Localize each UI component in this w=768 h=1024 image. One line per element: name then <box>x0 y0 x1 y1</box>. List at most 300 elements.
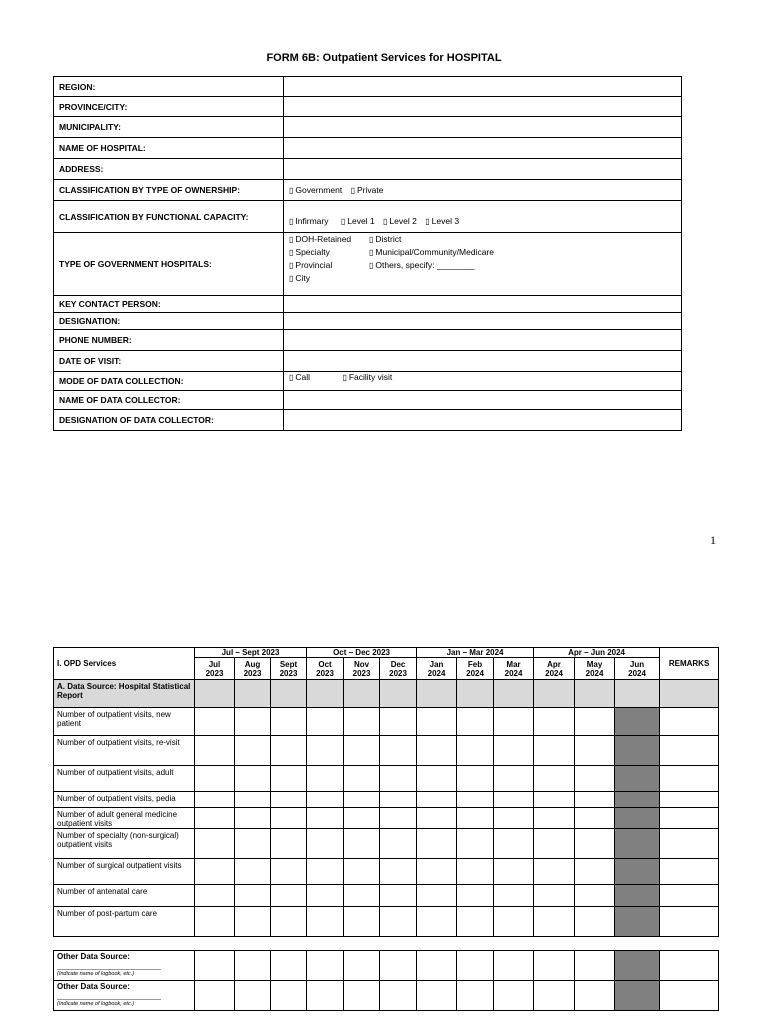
option-label: Level 1 <box>347 216 375 226</box>
data-cell[interactable] <box>457 792 494 808</box>
gov-option-city[interactable] <box>289 273 369 283</box>
collector-designation-label: DESIGNATION OF DATA COLLECTOR: <box>54 410 284 431</box>
other-source-label-cell[interactable] <box>54 981 195 1011</box>
data-cell[interactable] <box>271 766 307 792</box>
data-cell[interactable] <box>575 859 615 885</box>
data-cell[interactable] <box>534 708 575 736</box>
phone-label: PHONE NUMBER: <box>54 330 284 351</box>
shaded-cell <box>615 885 660 907</box>
shaded-cell <box>380 680 417 708</box>
data-cell[interactable] <box>271 829 307 859</box>
month-label: Aug <box>244 659 261 669</box>
address-label: ADDRESS: <box>54 159 284 180</box>
shaded-cell <box>615 859 660 885</box>
data-cell[interactable] <box>575 808 615 829</box>
option-label: Private <box>356 185 384 195</box>
data-cell[interactable] <box>380 907 417 937</box>
data-cell[interactable] <box>534 859 575 885</box>
data-cell[interactable] <box>417 981 457 1011</box>
data-cell[interactable] <box>195 829 235 859</box>
data-cell[interactable] <box>494 708 534 736</box>
data-cell[interactable] <box>344 907 380 937</box>
table-row <box>54 808 719 829</box>
functional-options <box>284 201 682 233</box>
info-row-gov-type <box>54 233 682 296</box>
info-row-designation <box>54 313 682 330</box>
year-label: 2023 <box>352 668 371 678</box>
table-row <box>54 885 719 907</box>
data-cell[interactable] <box>575 951 615 981</box>
quarter-header: Apr – Jun 2024 <box>534 648 660 658</box>
functional-option-level3[interactable] <box>425 216 459 226</box>
shaded-cell <box>494 680 534 708</box>
data-cell[interactable] <box>534 907 575 937</box>
year-label: 2023 <box>316 668 334 678</box>
year-label: 2024 <box>466 668 484 678</box>
month-label: Apr <box>547 659 561 669</box>
row-label: Number of outpatient visits, new patient <box>54 708 195 736</box>
remarks-cell[interactable] <box>660 792 719 808</box>
data-cell[interactable] <box>494 808 534 829</box>
data-cell[interactable] <box>575 981 615 1011</box>
info-row-address <box>54 159 682 180</box>
data-cell[interactable] <box>380 792 417 808</box>
data-cell[interactable] <box>534 951 575 981</box>
data-cell[interactable] <box>417 808 457 829</box>
opd-data-rows <box>54 708 719 937</box>
month-header <box>271 658 307 680</box>
remarks-cell[interactable] <box>660 829 719 859</box>
data-cell[interactable] <box>307 885 344 907</box>
other-source-title: Other Data Source: <box>57 952 130 961</box>
info-row-collector <box>54 391 682 410</box>
month-header <box>307 658 344 680</box>
data-cell[interactable] <box>457 736 494 766</box>
designation-label: DESIGNATION: <box>54 313 284 330</box>
checkbox-icon: ▯ <box>369 248 374 257</box>
shaded-cell <box>615 907 660 937</box>
checkbox-icon: ▯ <box>383 217 388 226</box>
year-label: 2024 <box>504 668 523 678</box>
data-cell[interactable] <box>307 951 344 981</box>
shaded-cell <box>344 680 380 708</box>
shaded-cell <box>575 680 615 708</box>
year-label: 2023 <box>243 668 262 678</box>
data-cell[interactable] <box>575 736 615 766</box>
data-cell[interactable] <box>235 981 271 1011</box>
functional-option-level1[interactable] <box>341 216 375 226</box>
data-cell[interactable] <box>417 792 457 808</box>
data-cell[interactable] <box>307 808 344 829</box>
data-cell[interactable] <box>271 736 307 766</box>
month-label: Nov <box>353 659 370 669</box>
data-cell[interactable] <box>271 981 307 1011</box>
data-cell[interactable] <box>344 859 380 885</box>
data-cell[interactable] <box>494 736 534 766</box>
remarks-cell[interactable] <box>660 808 719 829</box>
remarks-header: REMARKS <box>660 648 719 680</box>
data-cell[interactable] <box>271 708 307 736</box>
data-cell[interactable] <box>417 885 457 907</box>
data-cell[interactable] <box>534 829 575 859</box>
data-cell[interactable] <box>307 708 344 736</box>
data-cell[interactable] <box>235 885 271 907</box>
checkbox-icon: ▯ <box>340 217 346 226</box>
month-header <box>575 658 615 680</box>
province-field[interactable] <box>284 97 682 117</box>
gov-option-municipal[interactable] <box>369 247 676 257</box>
row-label: Number of adult general medicine outpatient visits <box>54 808 195 829</box>
data-cell[interactable] <box>380 829 417 859</box>
data-cell[interactable] <box>271 907 307 937</box>
other-source-hint: (Indicate name of logbook, etc.) <box>57 969 161 977</box>
region-label: REGION: <box>54 77 284 97</box>
year-label: 2024 <box>427 668 446 678</box>
data-cell[interactable] <box>380 859 417 885</box>
data-cell[interactable] <box>271 808 307 829</box>
month-header <box>534 658 575 680</box>
month-label: Dec <box>390 659 406 669</box>
shaded-cell <box>615 736 660 766</box>
year-label: 2024 <box>585 668 604 678</box>
data-source-row <box>54 680 719 708</box>
info-row-visit-date <box>54 351 682 372</box>
gov-option-others[interactable] <box>369 260 676 270</box>
gov-option-provincial[interactable] <box>289 260 369 270</box>
data-cell[interactable] <box>494 907 534 937</box>
gov-type-label: TYPE OF GOVERNMENT HOSPITALS: <box>54 233 284 296</box>
option-label: DOH-Retained <box>295 234 352 244</box>
month-label: Mar <box>506 659 521 669</box>
info-row-hospital-name <box>54 138 682 159</box>
data-cell[interactable] <box>380 766 417 792</box>
collector-field[interactable] <box>284 391 682 410</box>
data-cell[interactable] <box>380 951 417 981</box>
data-cell[interactable] <box>195 951 235 981</box>
shaded-cell <box>457 680 494 708</box>
year-label: 2023 <box>389 668 407 678</box>
data-cell[interactable] <box>195 907 235 937</box>
data-cell[interactable] <box>457 808 494 829</box>
form-title: FORM 6B: Outpatient Services for HOSPITAL <box>266 52 502 64</box>
year-label: 2024 <box>628 668 646 678</box>
month-label: Sept <box>279 659 298 669</box>
remarks-cell[interactable] <box>660 907 719 937</box>
info-row-province <box>54 97 682 117</box>
quarter-header: Jan – Mar 2024 <box>417 648 534 658</box>
info-row-region <box>54 77 682 97</box>
gov-type-options <box>284 233 682 296</box>
data-cell[interactable] <box>457 766 494 792</box>
data-cell[interactable] <box>457 951 494 981</box>
data-cell[interactable] <box>195 808 235 829</box>
remarks-cell[interactable] <box>660 766 719 792</box>
other-source-label-cell[interactable] <box>54 951 195 981</box>
option-label: Others, specify: ________ <box>375 260 475 270</box>
data-cell[interactable] <box>235 859 271 885</box>
data-cell[interactable] <box>457 885 494 907</box>
data-cell[interactable] <box>195 708 235 736</box>
data-cell[interactable] <box>494 951 534 981</box>
functional-option-infirmary[interactable] <box>289 216 328 226</box>
checkbox-icon: ▯ <box>289 261 294 270</box>
data-cell[interactable] <box>271 859 307 885</box>
other-data-source-table <box>53 950 719 1011</box>
data-cell[interactable] <box>380 736 417 766</box>
data-cell[interactable] <box>235 766 271 792</box>
year-label: 2023 <box>205 668 224 678</box>
shaded-cell <box>271 680 307 708</box>
checkbox-icon: ▯ <box>342 373 347 382</box>
data-cell[interactable] <box>534 792 575 808</box>
data-cell[interactable] <box>417 766 457 792</box>
region-field[interactable] <box>284 77 682 97</box>
shaded-cell <box>615 680 660 708</box>
data-cell[interactable] <box>344 885 380 907</box>
shaded-cell <box>615 766 660 792</box>
shaded-cell <box>660 680 719 708</box>
checkbox-icon: ▯ <box>425 217 430 226</box>
shaded-cell <box>615 951 660 981</box>
data-cell[interactable] <box>380 981 417 1011</box>
data-cell[interactable] <box>307 981 344 1011</box>
option-label: Call <box>295 372 311 382</box>
data-cell[interactable] <box>534 981 575 1011</box>
mode-option-facility-visit[interactable] <box>342 372 392 382</box>
option-label: Government <box>295 185 343 195</box>
remarks-cell[interactable] <box>660 885 719 907</box>
data-cell[interactable] <box>271 885 307 907</box>
hospital-name-label: NAME OF HOSPITAL: <box>54 138 284 159</box>
checkbox-icon: ▯ <box>289 248 294 257</box>
data-cell[interactable] <box>380 708 417 736</box>
data-cell[interactable] <box>575 792 615 808</box>
data-cell[interactable] <box>417 951 457 981</box>
ownership-label: CLASSIFICATION BY TYPE OF OWNERSHIP: <box>54 180 284 201</box>
month-header <box>457 658 494 680</box>
month-label: Jul <box>208 659 221 669</box>
data-cell[interactable] <box>344 766 380 792</box>
info-row-collector-designation <box>54 410 682 431</box>
hospital-name-field[interactable] <box>284 138 682 159</box>
month-label: May <box>586 659 603 669</box>
data-cell[interactable] <box>494 829 534 859</box>
data-cell[interactable] <box>494 859 534 885</box>
shaded-cell <box>417 680 457 708</box>
gov-option-district[interactable] <box>369 234 676 244</box>
row-label: Number of surgical outpatient visits <box>54 859 195 885</box>
visit-date-field[interactable] <box>284 351 682 372</box>
shaded-cell <box>307 680 344 708</box>
info-row-contact <box>54 296 682 313</box>
data-cell[interactable] <box>344 981 380 1011</box>
data-cell[interactable] <box>344 736 380 766</box>
data-cell[interactable] <box>307 829 344 859</box>
gov-option-doh-retained[interactable] <box>289 234 369 244</box>
data-cell[interactable] <box>494 981 534 1011</box>
other-source-title: Other Data Source: <box>57 982 130 991</box>
shaded-cell <box>235 680 271 708</box>
opd-services-table <box>53 647 719 937</box>
data-cell[interactable] <box>195 736 235 766</box>
data-cell[interactable] <box>271 951 307 981</box>
month-label: Jan <box>429 659 444 669</box>
address-field[interactable] <box>284 159 682 180</box>
mode-option-call[interactable] <box>289 372 310 382</box>
month-label: Oct <box>318 659 332 669</box>
contact-field[interactable] <box>284 296 682 313</box>
data-cell[interactable] <box>575 766 615 792</box>
month-header <box>195 658 235 680</box>
checkbox-icon: ▯ <box>369 261 374 270</box>
data-cell[interactable] <box>457 859 494 885</box>
ownership-option-private[interactable] <box>351 185 384 195</box>
data-cell[interactable] <box>307 766 344 792</box>
checkbox-icon: ▯ <box>369 235 374 244</box>
data-cell[interactable] <box>534 736 575 766</box>
info-row-mode <box>54 372 682 391</box>
data-cell[interactable] <box>457 708 494 736</box>
data-cell[interactable] <box>235 792 271 808</box>
data-cell[interactable] <box>457 829 494 859</box>
data-cell[interactable] <box>457 907 494 937</box>
page-number: 1 <box>710 533 716 547</box>
quarter-header-row <box>54 648 719 658</box>
shaded-cell <box>615 829 660 859</box>
option-label: Specialty <box>295 247 330 257</box>
checkbox-icon: ▯ <box>289 217 294 226</box>
shaded-cell <box>615 792 660 808</box>
year-label: 2023 <box>279 668 298 678</box>
data-cell[interactable] <box>575 829 615 859</box>
option-label: Facility visit <box>348 372 393 382</box>
info-row-municipality <box>54 117 682 138</box>
table-row <box>54 708 719 736</box>
other-source-hint: (Indicate name of logbook, etc.) <box>57 999 161 1007</box>
remarks-cell[interactable] <box>660 859 719 885</box>
info-row-functional <box>54 201 682 233</box>
data-cell[interactable] <box>195 981 235 1011</box>
checkbox-icon: ▯ <box>289 235 294 244</box>
option-label: City <box>295 273 311 283</box>
data-cell[interactable] <box>494 792 534 808</box>
table-row <box>54 766 719 792</box>
data-cell[interactable] <box>534 885 575 907</box>
table-row <box>54 859 719 885</box>
data-cell[interactable] <box>307 859 344 885</box>
data-cell[interactable] <box>380 885 417 907</box>
row-label: Number of specialty (non-surgical) outpatient visits <box>54 829 195 859</box>
ownership-options <box>284 180 682 201</box>
data-cell[interactable] <box>235 736 271 766</box>
data-cell[interactable] <box>344 708 380 736</box>
option-label: Provincial <box>295 260 333 270</box>
data-cell[interactable] <box>195 859 235 885</box>
opd-section-label: I. OPD Services <box>54 648 195 680</box>
table-row <box>54 829 719 859</box>
data-cell[interactable] <box>417 859 457 885</box>
data-cell[interactable] <box>344 951 380 981</box>
data-cell[interactable] <box>344 829 380 859</box>
functional-option-level2[interactable] <box>383 216 417 226</box>
row-label: Number of post-partum care <box>54 907 195 937</box>
remarks-cell[interactable] <box>660 708 719 736</box>
collector-designation-field[interactable] <box>284 410 682 431</box>
data-cell[interactable] <box>271 792 307 808</box>
data-cell[interactable] <box>235 808 271 829</box>
mode-label: MODE OF DATA COLLECTION: <box>54 372 284 391</box>
data-cell[interactable] <box>417 708 457 736</box>
shaded-cell <box>534 680 575 708</box>
month-label: Feb <box>467 659 483 669</box>
shaded-cell <box>615 808 660 829</box>
checkbox-icon: ▯ <box>289 186 294 195</box>
shaded-cell <box>615 981 660 1011</box>
data-cell[interactable] <box>417 736 457 766</box>
data-cell[interactable] <box>235 907 271 937</box>
row-label: Number of outpatient visits, pedia <box>54 792 195 808</box>
month-header <box>235 658 271 680</box>
municipality-label: MUNICIPALITY: <box>54 117 284 138</box>
month-header <box>344 658 380 680</box>
table-row <box>54 792 719 808</box>
phone-field[interactable] <box>284 330 682 351</box>
remarks-cell[interactable] <box>660 981 719 1011</box>
data-cell[interactable] <box>344 808 380 829</box>
data-cell[interactable] <box>534 808 575 829</box>
checkbox-icon: ▯ <box>289 274 294 283</box>
year-label: 2024 <box>545 668 563 678</box>
data-cell[interactable] <box>307 907 344 937</box>
shaded-cell <box>615 708 660 736</box>
data-cell[interactable] <box>195 885 235 907</box>
remarks-cell[interactable] <box>660 951 719 981</box>
option-label: Level 2 <box>389 216 417 226</box>
data-cell[interactable] <box>307 792 344 808</box>
data-cell[interactable] <box>380 808 417 829</box>
option-label: Level 3 <box>431 216 460 226</box>
data-cell[interactable] <box>534 766 575 792</box>
data-cell[interactable] <box>195 792 235 808</box>
designation-field[interactable] <box>284 313 682 330</box>
data-cell[interactable] <box>235 829 271 859</box>
data-cell[interactable] <box>457 981 494 1011</box>
gov-option-specialty[interactable] <box>289 247 369 257</box>
other-source-row <box>54 981 719 1011</box>
data-cell[interactable] <box>575 885 615 907</box>
data-cell[interactable] <box>307 736 344 766</box>
ownership-option-government[interactable] <box>289 185 342 195</box>
option-label: Infirmary <box>295 216 329 226</box>
option-label: Municipal/Community/Medicare <box>375 247 494 257</box>
data-cell[interactable] <box>195 766 235 792</box>
month-header <box>615 658 660 680</box>
municipality-field[interactable] <box>284 117 682 138</box>
data-cell[interactable] <box>575 907 615 937</box>
data-cell[interactable] <box>575 708 615 736</box>
data-cell[interactable] <box>235 708 271 736</box>
collector-label: NAME OF DATA COLLECTOR: <box>54 391 284 410</box>
data-cell[interactable] <box>494 885 534 907</box>
data-cell[interactable] <box>235 951 271 981</box>
data-cell[interactable] <box>417 829 457 859</box>
data-cell[interactable] <box>344 792 380 808</box>
data-cell[interactable] <box>417 907 457 937</box>
table-row <box>54 907 719 937</box>
data-cell[interactable] <box>494 766 534 792</box>
remarks-cell[interactable] <box>660 736 719 766</box>
contact-label: KEY CONTACT PERSON: <box>54 296 284 313</box>
